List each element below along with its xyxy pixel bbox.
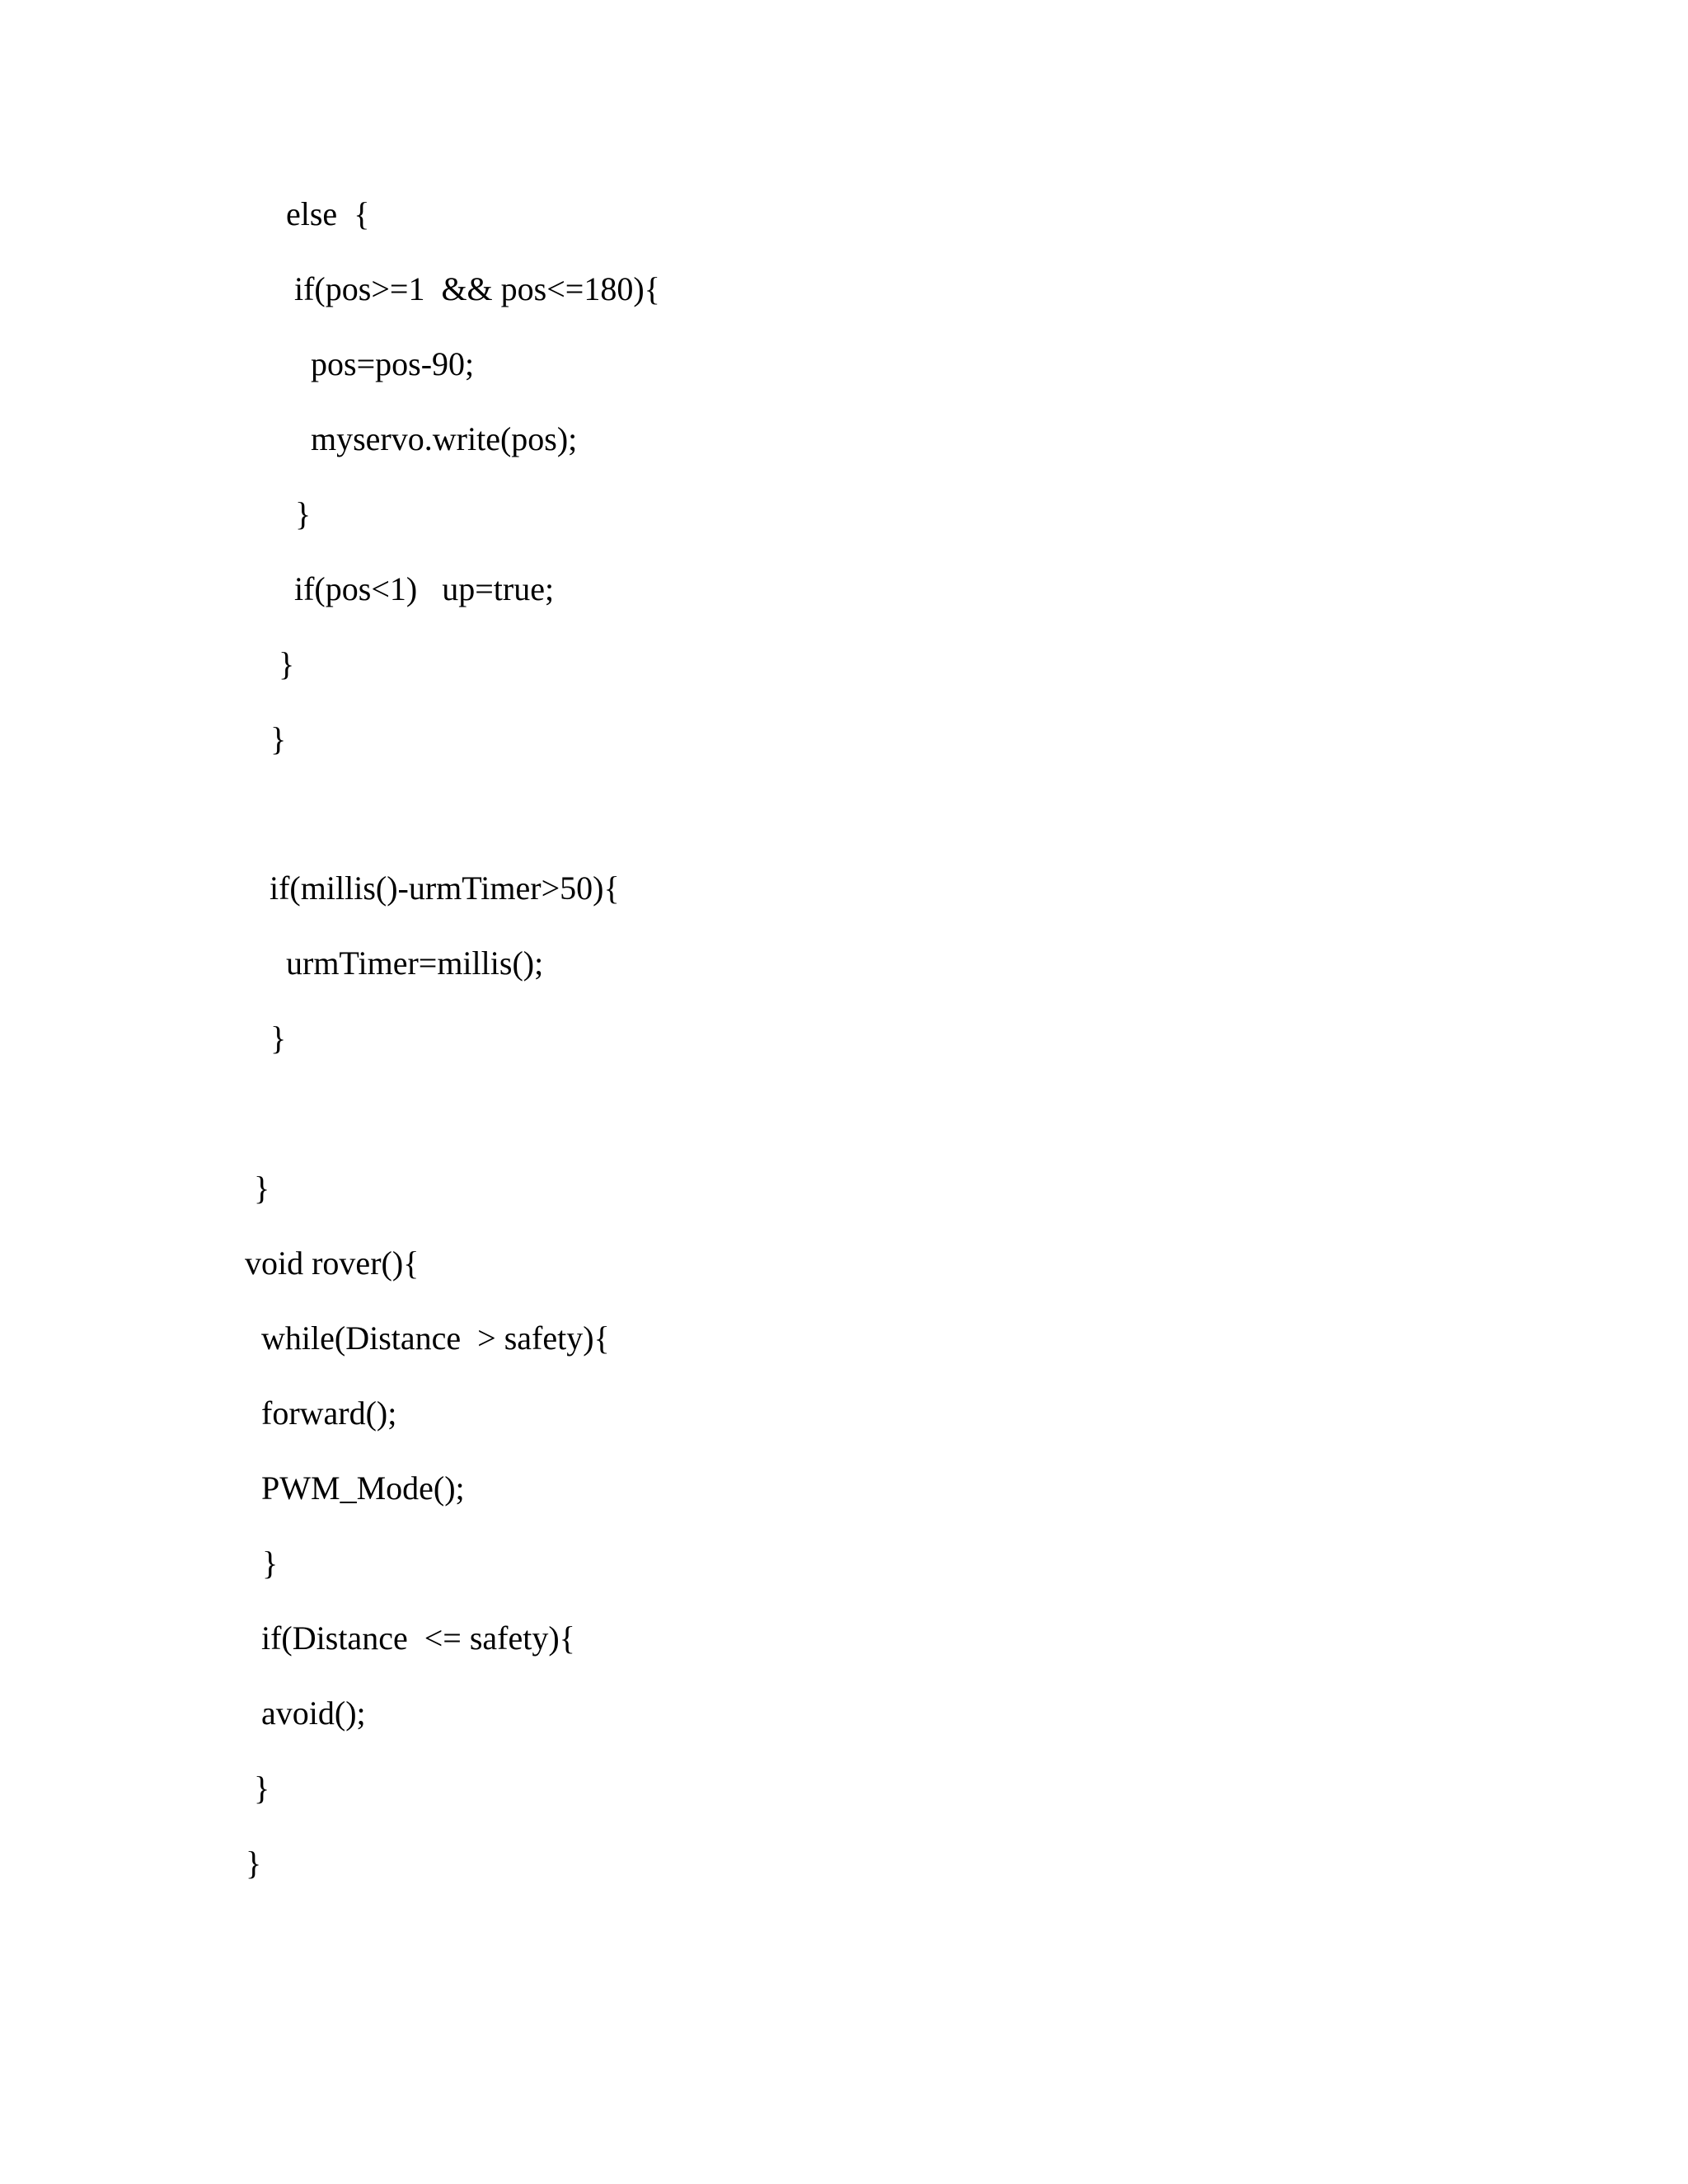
code-line-while-distance: while(Distance > safety){	[261, 1319, 610, 1357]
code-line-pos-assign: pos=pos-90;	[311, 345, 475, 382]
code-line-close-brace: }	[270, 720, 287, 757]
code-line-close-brace: }	[254, 1769, 270, 1807]
code-line-close-brace: }	[262, 1544, 279, 1582]
code-line-if-pos-range: if(pos>=1 && pos<=180){	[294, 270, 660, 307]
code-line-timer-assign: urmTimer=millis();	[286, 944, 544, 982]
code-line-else: else {	[286, 195, 370, 232]
code-line-avoid-call: avoid();	[261, 1694, 366, 1732]
code-line-pwm-mode-call: PWM_Mode();	[261, 1469, 465, 1507]
code-line-if-distance: if(Distance <= safety){	[261, 1619, 575, 1657]
code-line-if-millis: if(millis()-urmTimer>50){	[270, 869, 620, 907]
code-line-close-brace: }	[279, 645, 295, 682]
code-line-servo-write: myservo.write(pos);	[311, 420, 578, 457]
code-line-close-brace: }	[246, 1844, 262, 1882]
code-line-void-rover: void rover(){	[245, 1244, 420, 1282]
code-line-close-brace: }	[270, 1019, 287, 1057]
code-line-if-pos-less: if(pos<1) up=true;	[294, 570, 555, 607]
code-line-close-brace: }	[254, 1169, 270, 1207]
code-line-close-brace: }	[295, 495, 312, 532]
code-line-forward-call: forward();	[261, 1394, 397, 1432]
